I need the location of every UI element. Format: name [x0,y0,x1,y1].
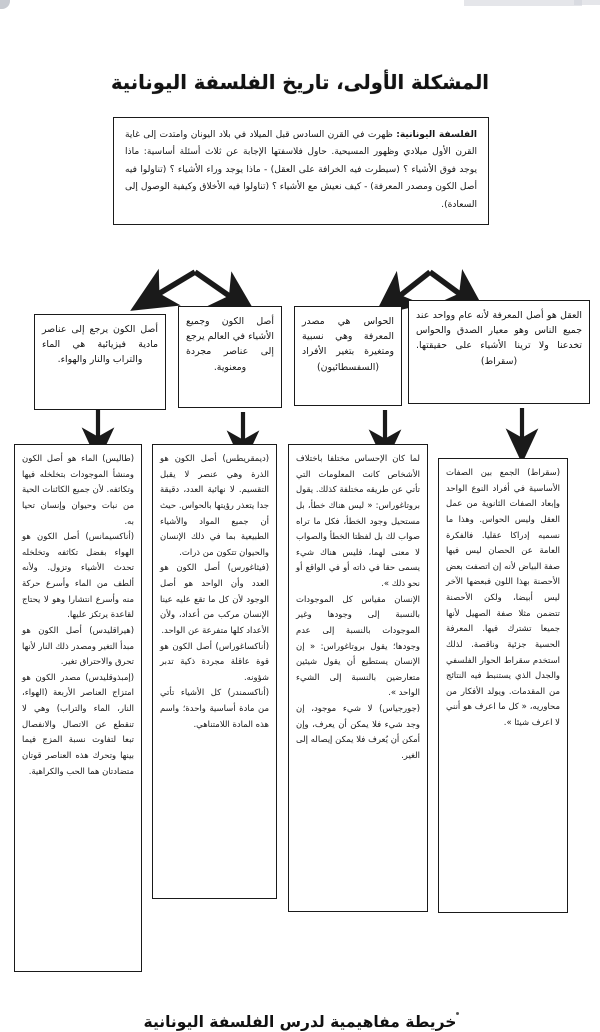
intro-definition-box [113,117,489,225]
header-box-reason-source-of-knowledge: العقل هو أصل المعرفة لأنه عام وواحد عند جميع الناس وهو معيار الصدق والحواس تخدعنا ولا ترينا الأشياء على حقيقتها. (سقراط) [408,300,590,404]
intro-body-text: ظهرت في القرن السادس قبل الميلاد في بلاد اليونان وامتدت إلى غاية القرن الأول ميلادي وظهور المسيحية. حاول فلاسفتها الإجابة عن ثلاث أسئلة أساسية: ماذا يوجد فوق الأشياء ؟ (سيطرت فيه الخرافة على العقل) - ماذا يوجد وراء الأشياء ؟ (تناولوا فيه أصل الكون ومصدر المعرفة) - كيف نعيش مع الأشياء ؟ (تناولوا فيه الأخلاق وكيفية الوصول إلى السعادة). [125,130,477,210]
header-box-senses-source-of-knowledge: الحواس هي مصدر المعرفة وهي نسبية ومتغيرة بتغير الأفراد (السفسطائيون) [294,306,402,406]
page-title: المشكلة الأولى، تاريخ الفلسفة اليونانية [110,71,489,94]
content-box-abstract-philosophers [152,444,277,899]
content-boxes-row [0,444,600,984]
content-paragraph: (طاليس) الماء هو أصل الكون ومنشأ الموجودات بتخلخله فيها وتكاثفه. لأن جميع الكائنات الحية من نبات وحيوان وإنسان تحيا به. [22,453,134,526]
intro-lead-label: الفلسفة اليونانية: [396,130,477,140]
content-paragraph: (أناكسيمانس) أصل الكون هو الهواء بفضل تكاثفه وتخلخله تحدث الأشياء وتزول. ولأنه ألطف من الماء وأسرع حركة منه وأسرع انتشارا وهو لا يحتاج لقاعدة يرتكز عليها. [22,531,134,620]
content-paragraph: (فيثاغورس) أصل الكون هو العدد وأن الواحد هو أصل الوجود لأن كل ما تقع عليه عينا الإنسان مركب من أعداد، ولأن الأعداد كلها متفرعة عن الواحد. [160,562,269,635]
content-paragraph: (جورجياس) لا شيء موجود، إن وجد شيء فلا يمكن أن يعرف، وإن أمكن أن يُعرف فلا يمكن إيصاله إلى الغير. [296,703,420,760]
content-paragraph: (هيراقليدس) أصل الكون هو مبدأ التغير ومصدر ذلك النار لأنها تحرق والاحتراق تغير. [22,624,134,667]
content-box-socrates [438,458,568,913]
content-paragraph: (سقراط) الجمع بين الصفات الأساسية في أفراد النوع الواحد وإبعاد الصفات الثانوية من عمل العقل وليس الحواس. وهذا ما نسميه إدراكا عقليا. فالفكرة العامة عن الحصان ليس فيها صفة البياض لأنه إن اتصفت بعض الأحصنة بهذا اللون فبعضها الآخر ليس أبيضا، ولكن الأحصنة تتضمن مثلا صفة الصهيل لأنها جميعا تشترك فيها. المعرفة الحسية جزئية وناقصة. لذلك استخدم سقراط الحوار الفلسفي والجدل الذي يستنبط فيه النتائج من المقدمات. ويولد الأفكار من محاوريه، « كل ما اعرف هو أنني لا اعرف شيئا ». [446,467,560,727]
content-paragraph: (إمبذوقليدس) مصدر الكون هو امتزاج العناصر الأربعة (الهواء، النار، الماء والتراب) وهي لا تنقطع عن الاتصال والانفصال تبعا لتفاوت نسبة المزج فيما بينها وتحرك هذه العناصر قوتان متضادتان هما الحب والكراهية. [22,671,134,776]
header-box-origin-material-elements: أصل الكون يرجع إلى عناصر مادية فيزيائية هي الماء والتراب والنار والهواء. [34,314,166,410]
content-paragraph: لما كان الإحساس مختلفا باختلاف الأشخاص كانت المعلومات التي تأتي عن طريقه مختلفة كذلك. يقول بروتاغوراس: « ليس هناك خطأ، بل مستحيل وجود الخطأ، فكل ما تراه صواب لك بل لفظتا الخطأ والصواب لا معنى لهما، فليس هناك شيء يسمى حقا في ذاته أو في الواقع أو نحو ذلك ». [296,453,420,588]
intro-text [125,127,477,214]
footer-caption-text: خريطة مفاهيمية لدرس الفلسفة اليونانية [143,1014,457,1032]
footer-caption [0,1014,600,1032]
content-paragraph: (ديمقريطس) أصل الكون هو الذرة وهي عنصر لا يقبل التقسيم. لا نهائية العدد، دقيقة جدا يتعذر رؤيتها بالحواس. حيث أن جميع المواد والأشياء الطبيعية بما في ذلك الإنسان والحيوان تتكون من ذرات. [160,453,269,557]
content-paragraph: (أناكسمندر) كل الأشياء تأتي من مادة أساسية واحدة؛ واسم هذه المادة اللامتناهي. [160,687,269,729]
content-box-sophists [288,444,428,912]
content-paragraph: الإنسان مقياس كل الموجودات بالنسبة إلى وجودها وغير الموجودات بالنسبة إلى عدم وجودها؛ يقول بروتاغوراس: « إن الإنسان يستطيع أن يقول شيئين متعارضين بالنسبة إلى الشيء الواحد ». [296,593,420,698]
header-box-origin-abstract-elements: أصل الكون وجميع الأشياء في العالم يرجع إلى عناصر مجردة ومعنوية. [178,306,282,408]
content-box-material-philosophers [14,444,142,972]
content-paragraph: (أناكساغوراس) أصل الكون هو قوة عاقلة مجردة ذكية تدبر شؤونه. [160,640,269,682]
header-boxes-row [0,296,600,408]
